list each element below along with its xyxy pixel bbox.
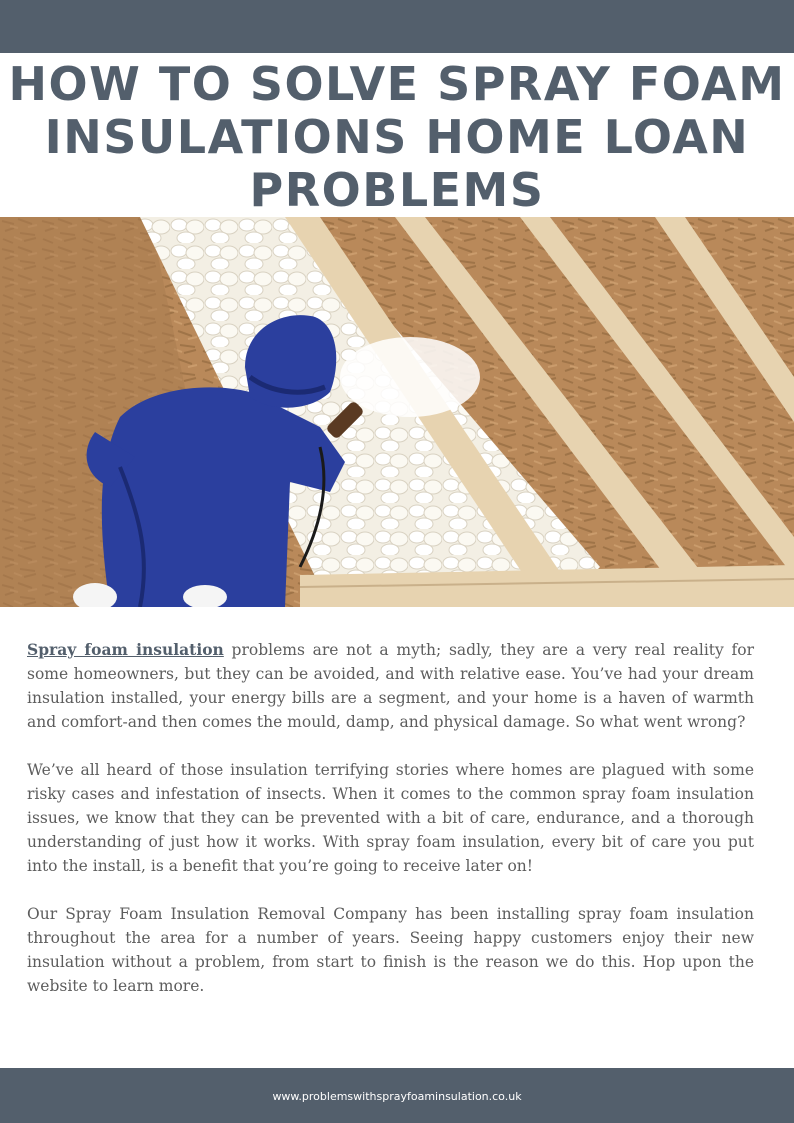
- paragraph-issues: We’ve all heard of those insulation terrifying stories where homes are plagued with some risky cases and infestation of insects. When it comes to the common spray foam insulation issues, we know that they can be prevented with a bit of care, endurance, and a thorough understanding of just how it works. With spray foam insulation, every bit of care you put into the install, is a benefit that you’re going to receive later on!: [27, 761, 754, 875]
- footer-website-url[interactable]: www.problemswithsprayfoaminsulation.co.uk: [272, 1090, 522, 1103]
- title-line-2: INSULATIONS HOME LOAN: [44, 110, 750, 164]
- spray-foam-insulation-link[interactable]: Spray foam insulation: [27, 640, 224, 659]
- paragraph-intro: [27, 638, 754, 734]
- title-line-1: HOW TO SOLVE SPRAY FOAM: [8, 57, 786, 111]
- page-title: [0, 58, 794, 217]
- title-line-3: PROBLEMS: [249, 163, 545, 217]
- article-body: [27, 638, 754, 1022]
- hero-image: [0, 217, 794, 607]
- paragraph-company: Our Spray Foam Insulation Removal Company has been installing spray foam insulation throughout the area for a number of years. Seeing happy customers enjoy their new insulation without a problem, from start to finish is the reason we do this. Hop upon the website to learn more.: [27, 905, 754, 995]
- paragraph-intro-text: problems are not a myth; sadly, they are a very real reality for some homeowners, but they can be avoided, and with relative ease. You’ve had your dream insulation installed, your energy bills are a segment, and your home is a haven of warmth and comfort-and then comes the mould, damp, and physical damage. So what went wrong?: [27, 641, 754, 731]
- top-banner: [0, 0, 794, 53]
